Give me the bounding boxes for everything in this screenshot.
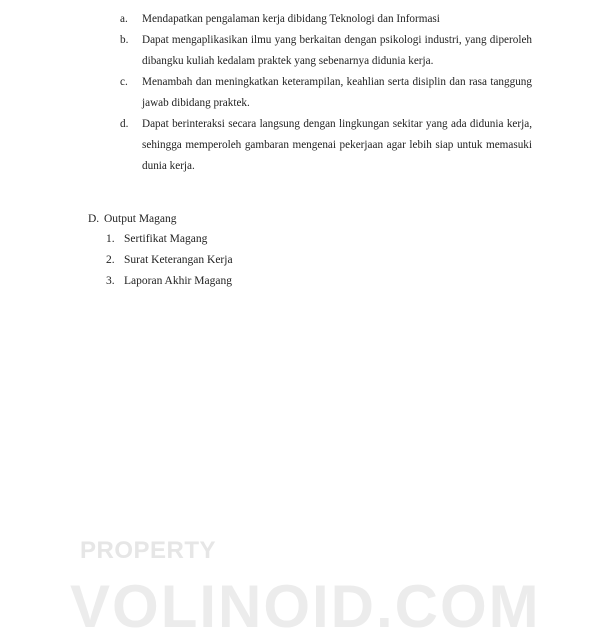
list-item	[120, 9, 532, 30]
item-marker: d.	[120, 118, 129, 130]
text-line: Dapat berinteraksi secara langsung dengan lingkungan sekitar yang ada didunia kerja,	[142, 118, 532, 130]
watermark-domain: VOLINOID.COM	[70, 573, 541, 640]
item-number: 1.	[106, 233, 115, 245]
item-number: 2.	[106, 254, 115, 266]
list-item	[106, 229, 388, 250]
text-line: Dapat mengaplikasikan ilmu yang berkaitan dengan psikologi industri, yang diperoleh	[142, 34, 532, 46]
text-line: jawab dibidang praktek.	[142, 97, 250, 109]
text-line: Menambah dan meningkatkan keterampilan, keahlian serta disiplin dan rasa tanggung	[142, 76, 532, 88]
list-item	[106, 271, 388, 292]
list-item	[120, 30, 532, 72]
section-marker: D.	[88, 213, 100, 225]
watermark-label: PROPERTY	[80, 537, 217, 564]
item-text	[142, 30, 532, 72]
list-item	[120, 114, 532, 177]
text-line: sehingga memperoleh gambaran mengenai pekerjaan agar lebih siap untuk memasuki	[142, 139, 532, 151]
output-section	[88, 209, 388, 292]
section-title: Output Magang	[104, 213, 177, 225]
text-line: Mendapatkan pengalaman kerja dibidang Teknologi dan Informasi	[142, 13, 440, 25]
item-text: Laporan Akhir Magang	[124, 275, 232, 287]
output-list	[106, 229, 388, 292]
list-item	[120, 72, 532, 114]
item-number: 3.	[106, 275, 115, 287]
item-text	[142, 9, 532, 30]
item-text	[142, 114, 532, 177]
item-marker: b.	[120, 34, 129, 46]
item-text	[142, 72, 532, 114]
item-marker: c.	[120, 76, 128, 88]
text-line: dunia kerja.	[142, 160, 195, 172]
item-marker: a.	[120, 13, 128, 25]
list-item	[106, 250, 388, 271]
text-line: dibangku kuliah kedalam praktek yang sebenarnya didunia kerja.	[142, 55, 434, 67]
section-heading	[88, 209, 388, 229]
item-text: Surat Keterangan Kerja	[124, 254, 233, 266]
objectives-list	[120, 9, 532, 177]
item-text: Sertifikat Magang	[124, 233, 208, 245]
